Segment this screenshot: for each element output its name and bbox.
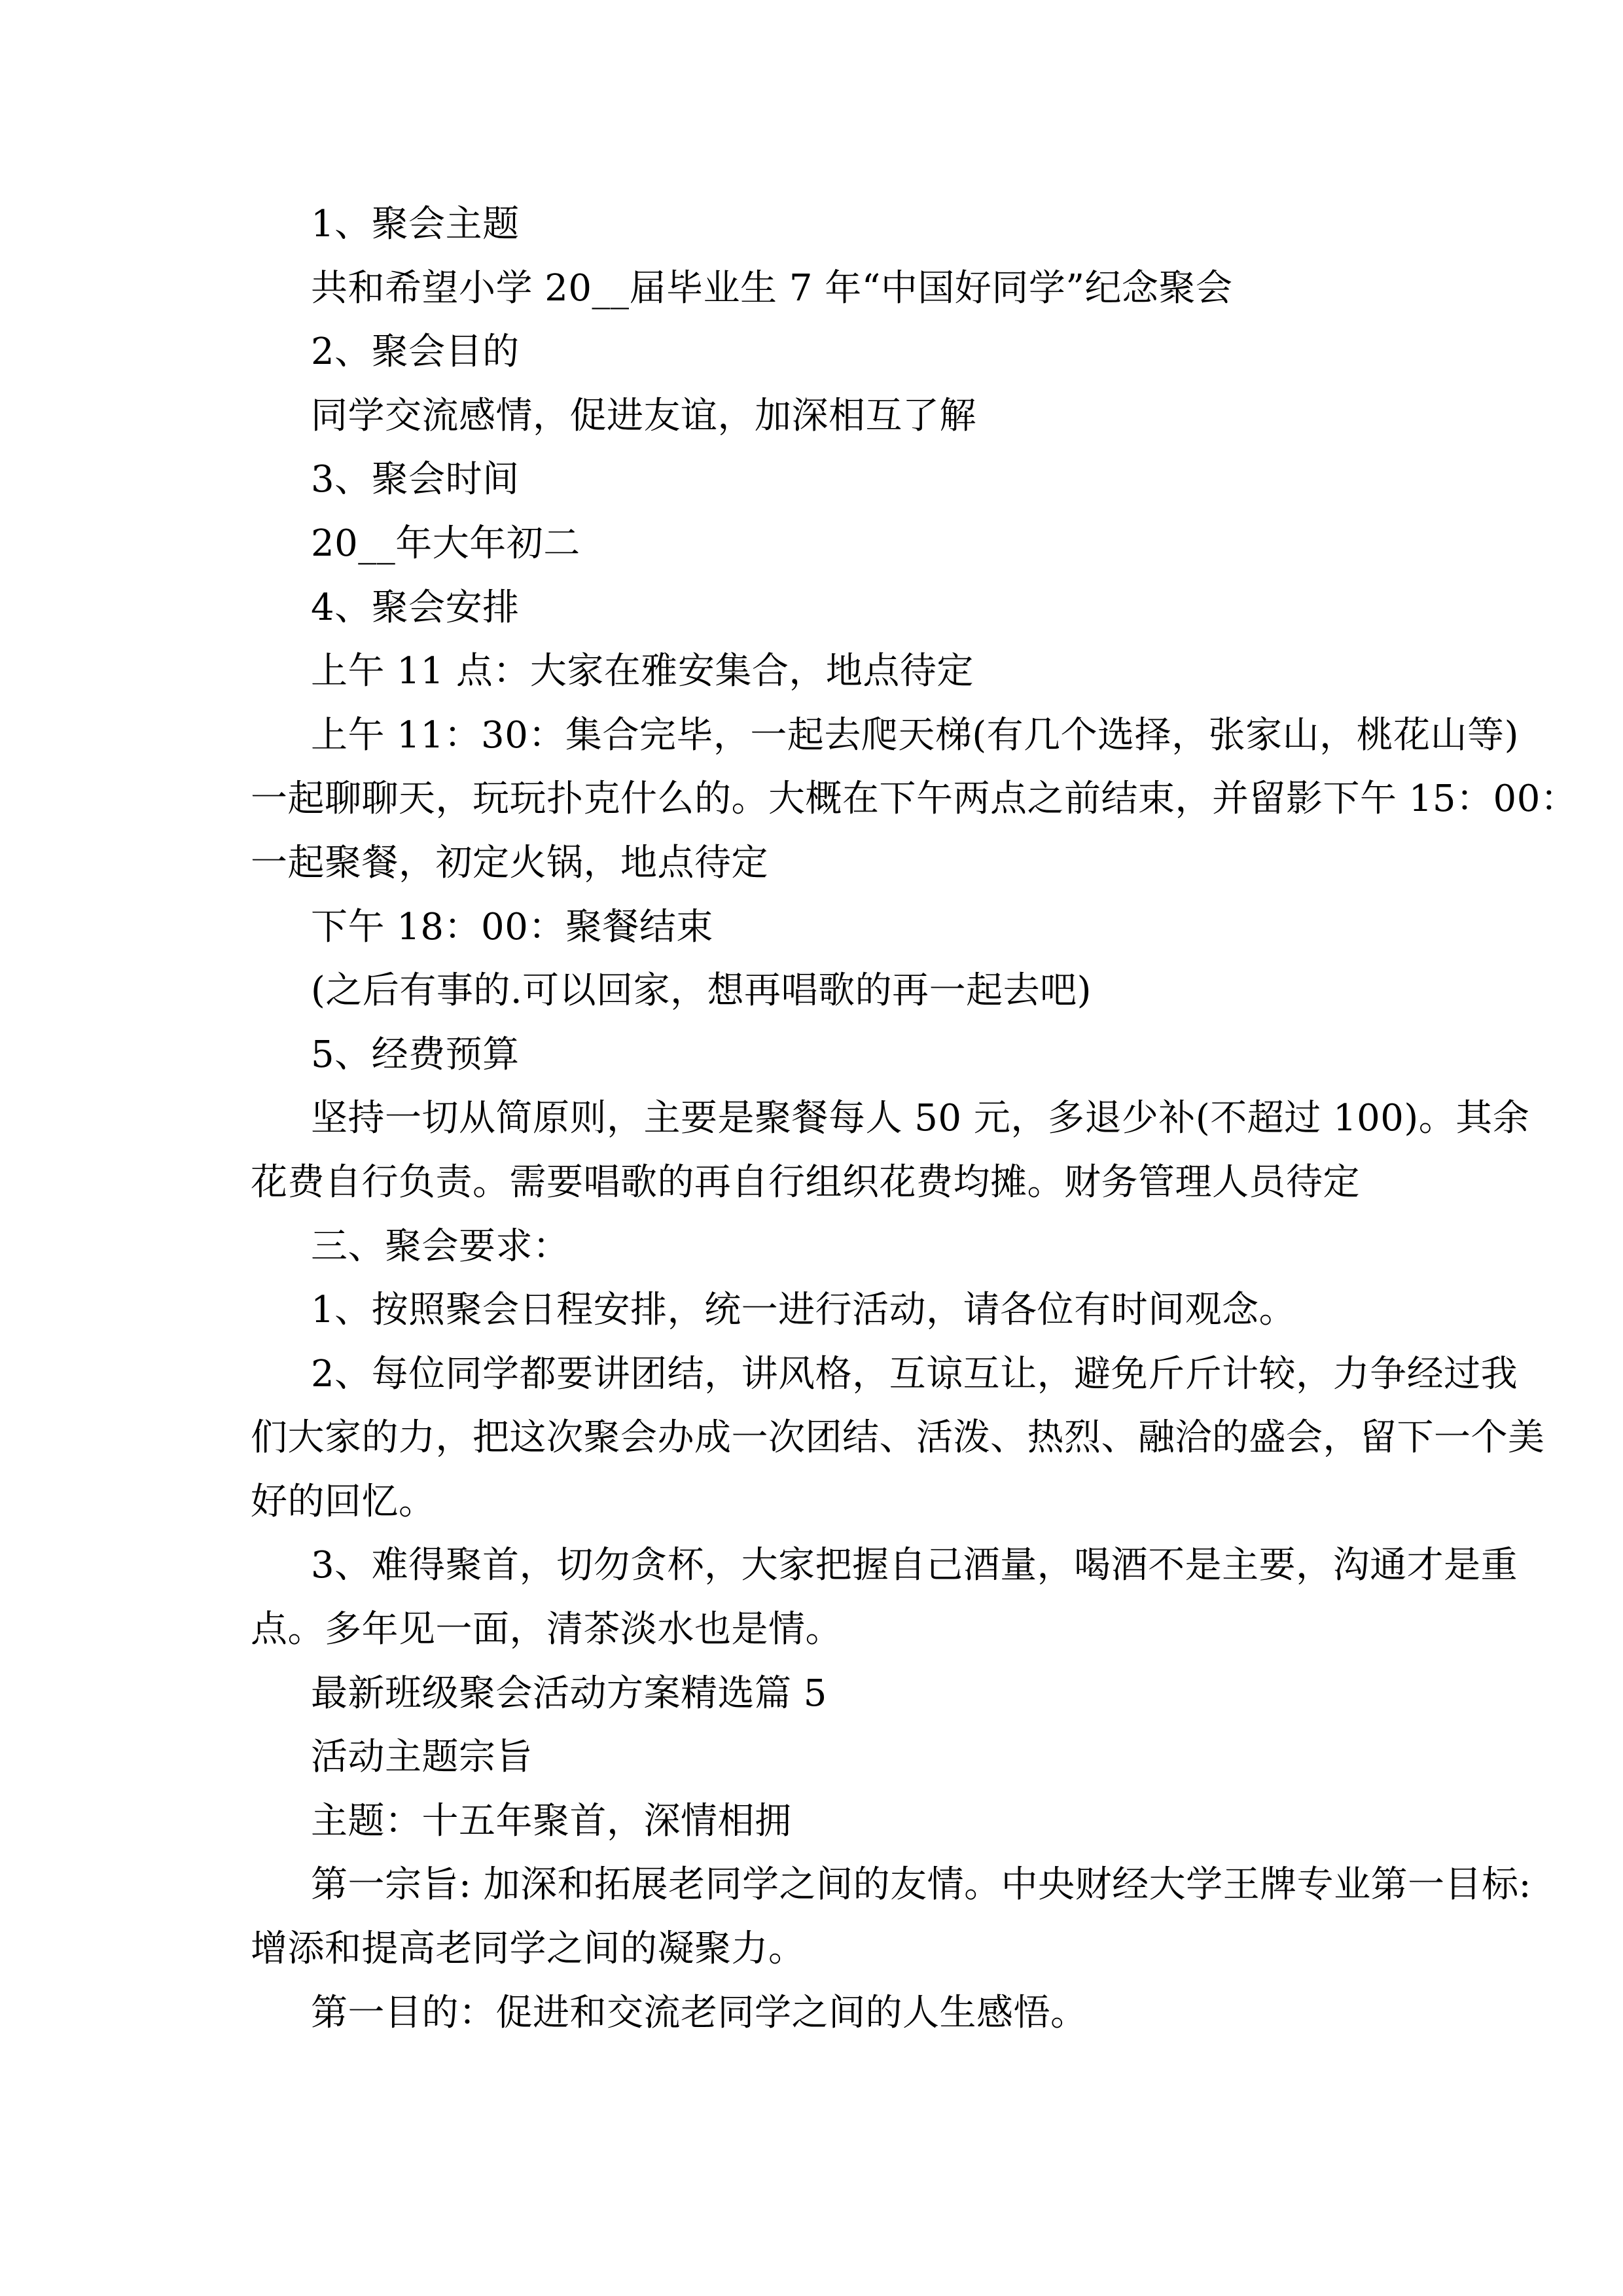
text-line: 同学交流感情，促进友谊，加深相互了解: [311, 394, 976, 437]
text-line: 们大家的力，把这次聚会办成一次团结、活泼、热烈、融洽的盛会，留下一个美: [251, 1416, 1545, 1460]
text-line: 第一宗旨: 加深和拓展老同学之间的友情。中央财经大学王牌专业第一目标:: [311, 1863, 1532, 1907]
text-line: 一起聊聊天，玩玩扑克什么的。大概在下午两点之前结束，并留影下午 15：00：: [251, 778, 1578, 821]
text-line: 5、经费预算: [311, 1033, 520, 1076]
text-line: 4、聚会安排: [311, 586, 520, 629]
text-line: (之后有事的.可以回家，想再唱歌的再一起去吧): [311, 969, 1092, 1013]
text-line: 坚持一切从简原则，主要是聚餐每人 50 元，多退少补(不超过 100)。其余: [311, 1097, 1530, 1140]
text-line: 2、每位同学都要讲团结，讲风格，互谅互让，避免斤斤计较，力争经过我: [311, 1352, 1518, 1395]
text-line: 3、难得聚首，切勿贪杯，大家把握自己酒量，喝酒不是主要，沟通才是重: [311, 1544, 1518, 1587]
text-line: 共和希望小学 20__届毕业生 7 年“中国好同学”纪念聚会: [311, 266, 1233, 310]
text-line: 上午 11 点：大家在雅安集合，地点待定: [311, 650, 974, 693]
text-line: 最新班级聚会活动方案精选篇 5: [311, 1672, 827, 1715]
text-line: 一起聚餐，初定火锅，地点待定: [251, 841, 768, 884]
text-line: 下午 18：00：聚餐结束: [311, 905, 713, 948]
text-line: 2、聚会目的: [311, 331, 520, 374]
text-line: 增添和提高老同学之间的凝聚力。: [251, 1928, 806, 1971]
text-line: 活动主题宗旨: [311, 1736, 533, 1779]
text-line: 20__年大年初二: [311, 522, 580, 565]
text-line: 3、聚会时间: [311, 458, 520, 501]
document-body: [251, 192, 1578, 2045]
text-line: 好的回忆。: [251, 1480, 436, 1523]
text-line: 主题：十五年聚首，深情相拥: [311, 1799, 792, 1842]
text-line: 点。多年见一面，清茶淡水也是情。: [251, 1608, 842, 1651]
text-line: 上午 11：30：集合完毕，一起去爬天梯(有几个选择，张家山，桃花山等): [311, 713, 1520, 757]
text-line: 第一目的：促进和交流老同学之间的人生感悟。: [311, 1991, 1088, 2034]
text-line: 1、聚会主题: [311, 203, 520, 245]
text-line: 三、聚会要求：: [311, 1225, 570, 1268]
text-line: 1、按照聚会日程安排，统一进行活动，请各位有时间观念。: [311, 1289, 1296, 1332]
text-line: 花费自行负责。需要唱歌的再自行组织花费均摊。财务管理人员待定: [251, 1160, 1360, 1204]
